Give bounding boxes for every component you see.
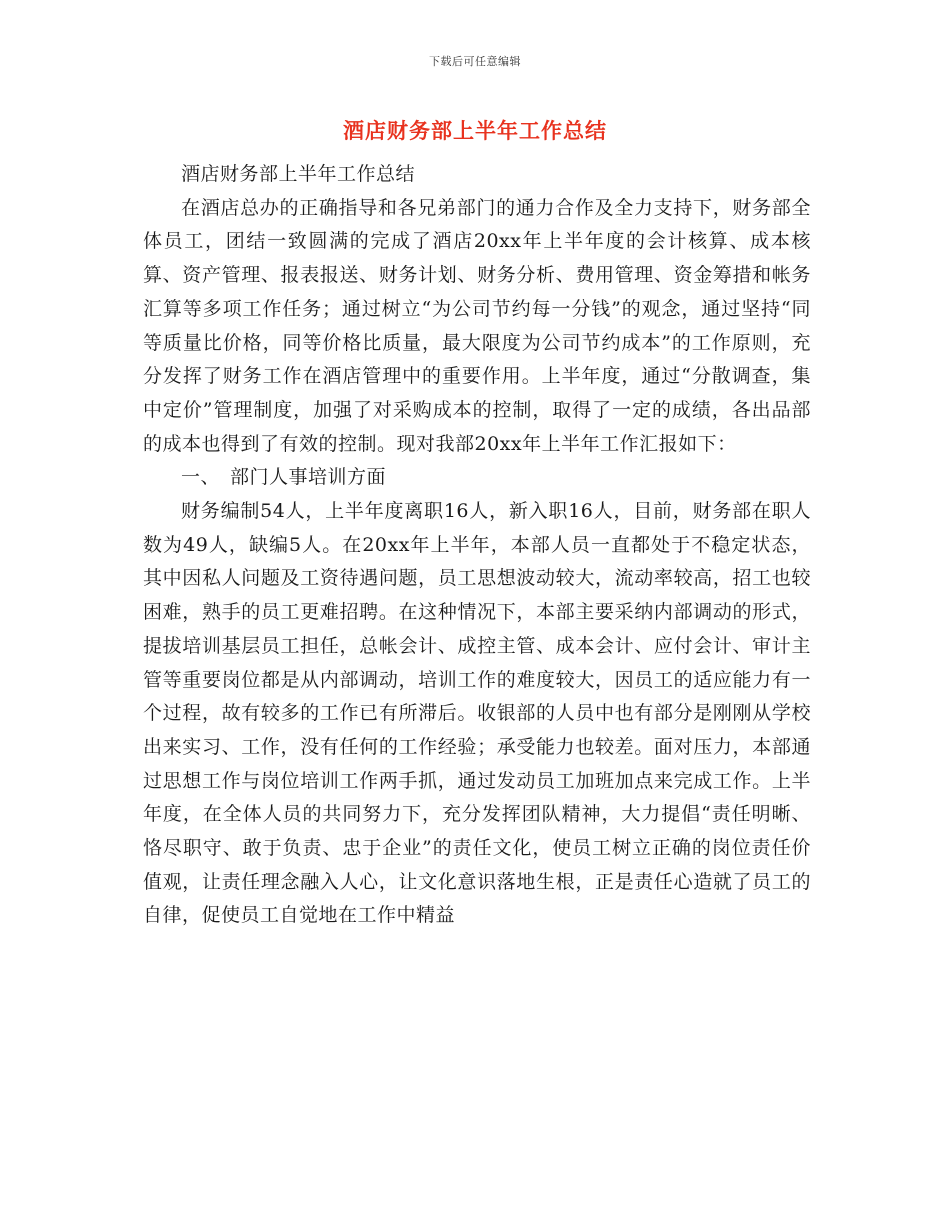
paragraph-subtitle: 酒店财务部上半年工作总结 (181, 163, 416, 185)
section-heading-personnel-training: 一、 部门人事培训方面 (181, 466, 387, 489)
paragraph-intro: 在酒店总办的正确指导和各兄弟部门的通力合作及全力支持下，财务部全体员工，团结一致圆满的完成了酒店20xx年上半年度的会计核算、成本核算、资产管理、报表报送、财务计划、财务分析、费用管理、资金筹措和帐务汇算等多项工作任务；通过树立“为公司节约每一分钱”的观念，通过坚持“同等质量比价格，同等价格比质量，最大限度为公司节约成本”的工作原则，充分发挥了财务工作在酒店管理中的重要作用。上半年度，通过“分散调查，集中定价”管理制度，加强了对采购成本的控制，取得了一定的成绩，各出品部的成本也得到了有效的控制。现对我部20xx年上半年工作汇报如下： (143, 196, 811, 455)
document-title: 酒店财务部上半年工作总结 (343, 119, 607, 143)
paragraph-personnel: 财务编制54人，上半年度离职16人，新入职16人，目前，财务部在职人数为49人，缺编5人。在20xx年上半年，本部人员一直都处于不稳定状态，其中因私人问题及工资待遇问题，员工思想波动较大，流动率较高，招工也较困难，熟手的员工更难招聘。在这种情况下，本部主要采纳内部调动的形式，提拔培训基层员工担任，总帐会计、成控主管、成本会计、应付会计、审计主管等重要岗位都是从内部调动，培训工作的难度较大，因员工的适应能力有一个过程，故有较多的工作已有所滞后。收银部的人员中也有部分是刚刚从学校出来实习、工作，没有任何的工作经验；承受能力也较差。面对压力，本部通过思想工作与岗位培训工作两手抓，通过发动员工加班加点来完成工作。上半年度，在全体人员的共同努力下，充分发挥团队精神，大力提倡“责任明晰、恪尽职守、敢于负责、忠于企业”的责任文化，使员工树立正确的岗位责任价值观，让责任理念融入人心，让文化意识落地生根，正是责任心造就了员工的自律，促使员工自觉地在工作中精益 (143, 500, 811, 927)
document-body (143, 158, 811, 933)
header-note: 下载后可任意编辑 (429, 55, 521, 68)
